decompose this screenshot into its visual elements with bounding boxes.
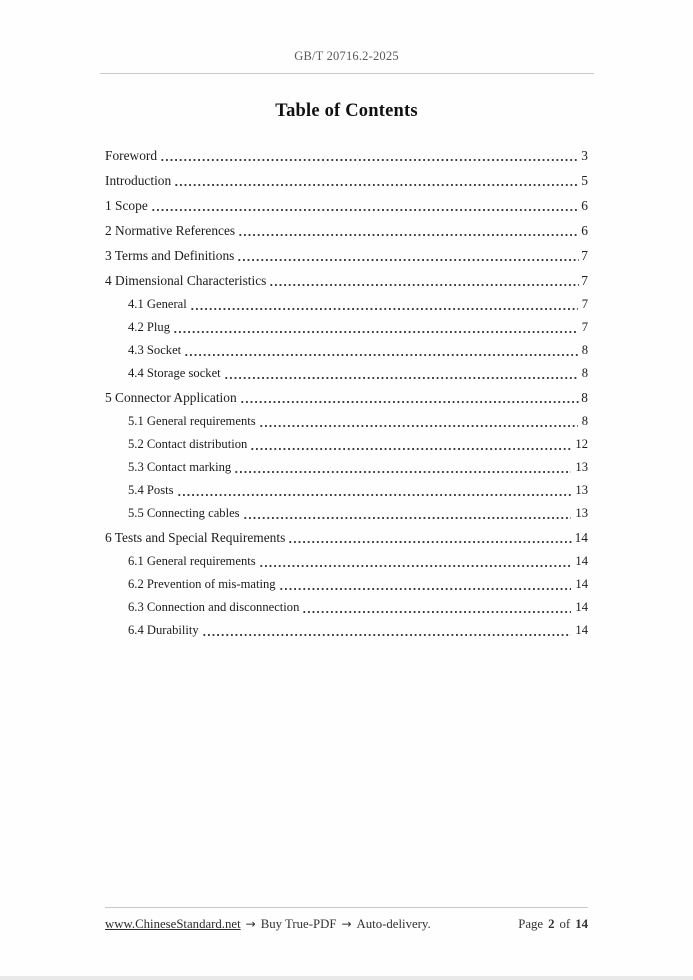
toc-entry <box>105 550 588 573</box>
toc-entry <box>105 619 588 642</box>
arrow-right-icon: → <box>341 917 352 931</box>
dot-leader <box>243 502 572 525</box>
dot-leader <box>184 339 578 362</box>
toc-entry <box>105 362 588 385</box>
toc-entry <box>105 410 588 433</box>
dot-leader <box>224 362 578 385</box>
toc-entry <box>105 479 588 502</box>
toc-entry <box>105 433 588 456</box>
dot-leader <box>234 456 571 479</box>
toc-entry <box>105 385 588 410</box>
page-title: Table of Contents <box>275 101 418 121</box>
toc-entry-page-number: 8 <box>581 414 588 428</box>
toc-entry-label: 5 Connector Application <box>105 390 237 405</box>
toc-entry-page-number: 6 <box>581 198 588 213</box>
dot-leader <box>173 316 578 339</box>
dot-leader <box>202 619 572 642</box>
toc-entry-label: Foreword <box>105 148 158 163</box>
toc-entry-page-number: 7 <box>581 320 588 334</box>
footer-buy-text: Buy True-PDF <box>260 917 337 931</box>
toc-entry <box>105 268 588 293</box>
dot-leader <box>269 268 579 293</box>
toc-entry-label: 6.3 Connection and disconnection <box>128 600 300 614</box>
toc-entry-label: 5.3 Contact marking <box>128 460 232 474</box>
dot-leader <box>279 573 572 596</box>
chinesestandard-link[interactable]: www.ChineseStandard.net <box>105 917 241 931</box>
page-indicator-total: 14 <box>575 917 588 931</box>
toc-entry-label: 4 Dimensional Characteristics <box>105 273 267 288</box>
toc-entry-page-number: 13 <box>575 483 588 497</box>
toc-entry-page-number: 14 <box>575 600 588 614</box>
toc-entry-page-number: 14 <box>574 530 588 545</box>
toc-entry-label: 4.1 General <box>128 297 187 311</box>
header-standard-number: GB/T 20716.2-2025 <box>294 49 399 63</box>
page-indicator-of: of <box>559 917 571 931</box>
toc-entry-page-number: 8 <box>581 390 588 405</box>
dot-leader <box>177 479 572 502</box>
footer-row <box>105 917 588 932</box>
toc-entry-label: 6.2 Prevention of mis-mating <box>128 577 276 591</box>
toc-entry-page-number: 14 <box>575 623 588 637</box>
toc-entry <box>105 525 588 550</box>
toc-entry <box>105 143 588 168</box>
document-header <box>0 0 693 74</box>
page-indicator <box>518 917 588 932</box>
document-footer <box>105 907 588 932</box>
footer-divider <box>105 907 588 908</box>
page-indicator-current: 2 <box>548 917 555 931</box>
toc-entry-page-number: 7 <box>581 297 588 311</box>
footer-delivery-text: Auto-delivery. <box>356 917 431 931</box>
dot-leader <box>288 525 572 550</box>
dot-leader <box>240 385 580 410</box>
toc-entry <box>105 456 588 479</box>
toc-entry-label: 6.1 General requirements <box>128 554 256 568</box>
toc-entry-page-number: 3 <box>581 148 588 163</box>
toc-entry-page-number: 14 <box>575 577 588 591</box>
dot-leader <box>190 293 578 316</box>
toc-entry <box>105 573 588 596</box>
page-indicator-label: Page <box>518 917 544 931</box>
toc-entry-label: 6 Tests and Special Requirements <box>105 530 286 545</box>
dot-leader <box>238 218 579 243</box>
viewer-background-strip <box>0 976 693 980</box>
toc-entry-label: 4.4 Storage socket <box>128 366 221 380</box>
dot-leader <box>259 550 572 573</box>
toc-entry-label: 6.4 Durability <box>128 623 199 637</box>
dot-leader <box>174 168 579 193</box>
arrow-right-icon: → <box>245 917 256 931</box>
toc-entry-label: 5.4 Posts <box>128 483 174 497</box>
toc-entry-page-number: 8 <box>581 343 588 357</box>
toc-entry-label: Introduction <box>105 173 172 188</box>
toc-entry <box>105 502 588 525</box>
toc-entry-label: 5.1 General requirements <box>128 414 256 428</box>
toc-entry <box>105 193 588 218</box>
toc-entry-page-number: 7 <box>581 248 588 263</box>
toc-entry-label: 4.2 Plug <box>128 320 170 334</box>
toc-entry <box>105 218 588 243</box>
dot-leader <box>151 193 580 218</box>
toc-entry-label: 5.5 Connecting cables <box>128 506 240 520</box>
dot-leader <box>250 433 571 456</box>
toc-entry-page-number: 5 <box>581 173 588 188</box>
toc-entry <box>105 339 588 362</box>
toc-entry <box>105 293 588 316</box>
toc-entry-page-number: 13 <box>575 506 588 520</box>
dot-leader <box>160 143 579 168</box>
toc-entry-label: 1 Scope <box>105 198 148 213</box>
table-of-contents <box>105 143 588 642</box>
toc-entry-label: 2 Normative References <box>105 223 236 238</box>
dot-leader <box>302 596 571 619</box>
toc-entry <box>105 168 588 193</box>
toc-entry-label: 3 Terms and Definitions <box>105 248 235 263</box>
toc-entry-label: 5.2 Contact distribution <box>128 437 248 451</box>
toc-entry <box>105 316 588 339</box>
toc-entry-page-number: 7 <box>581 273 588 288</box>
toc-entry <box>105 596 588 619</box>
header-divider <box>100 73 594 74</box>
toc-entry-page-number: 14 <box>575 554 588 568</box>
toc-entry-page-number: 6 <box>581 223 588 238</box>
toc-entry-page-number: 13 <box>575 460 588 474</box>
footer-branding <box>105 917 431 932</box>
dot-leader <box>237 243 579 268</box>
toc-entry-page-number: 8 <box>581 366 588 380</box>
toc-entry-label: 4.3 Socket <box>128 343 182 357</box>
toc-entry-page-number: 12 <box>575 437 588 451</box>
toc-entry <box>105 243 588 268</box>
dot-leader <box>259 410 578 433</box>
